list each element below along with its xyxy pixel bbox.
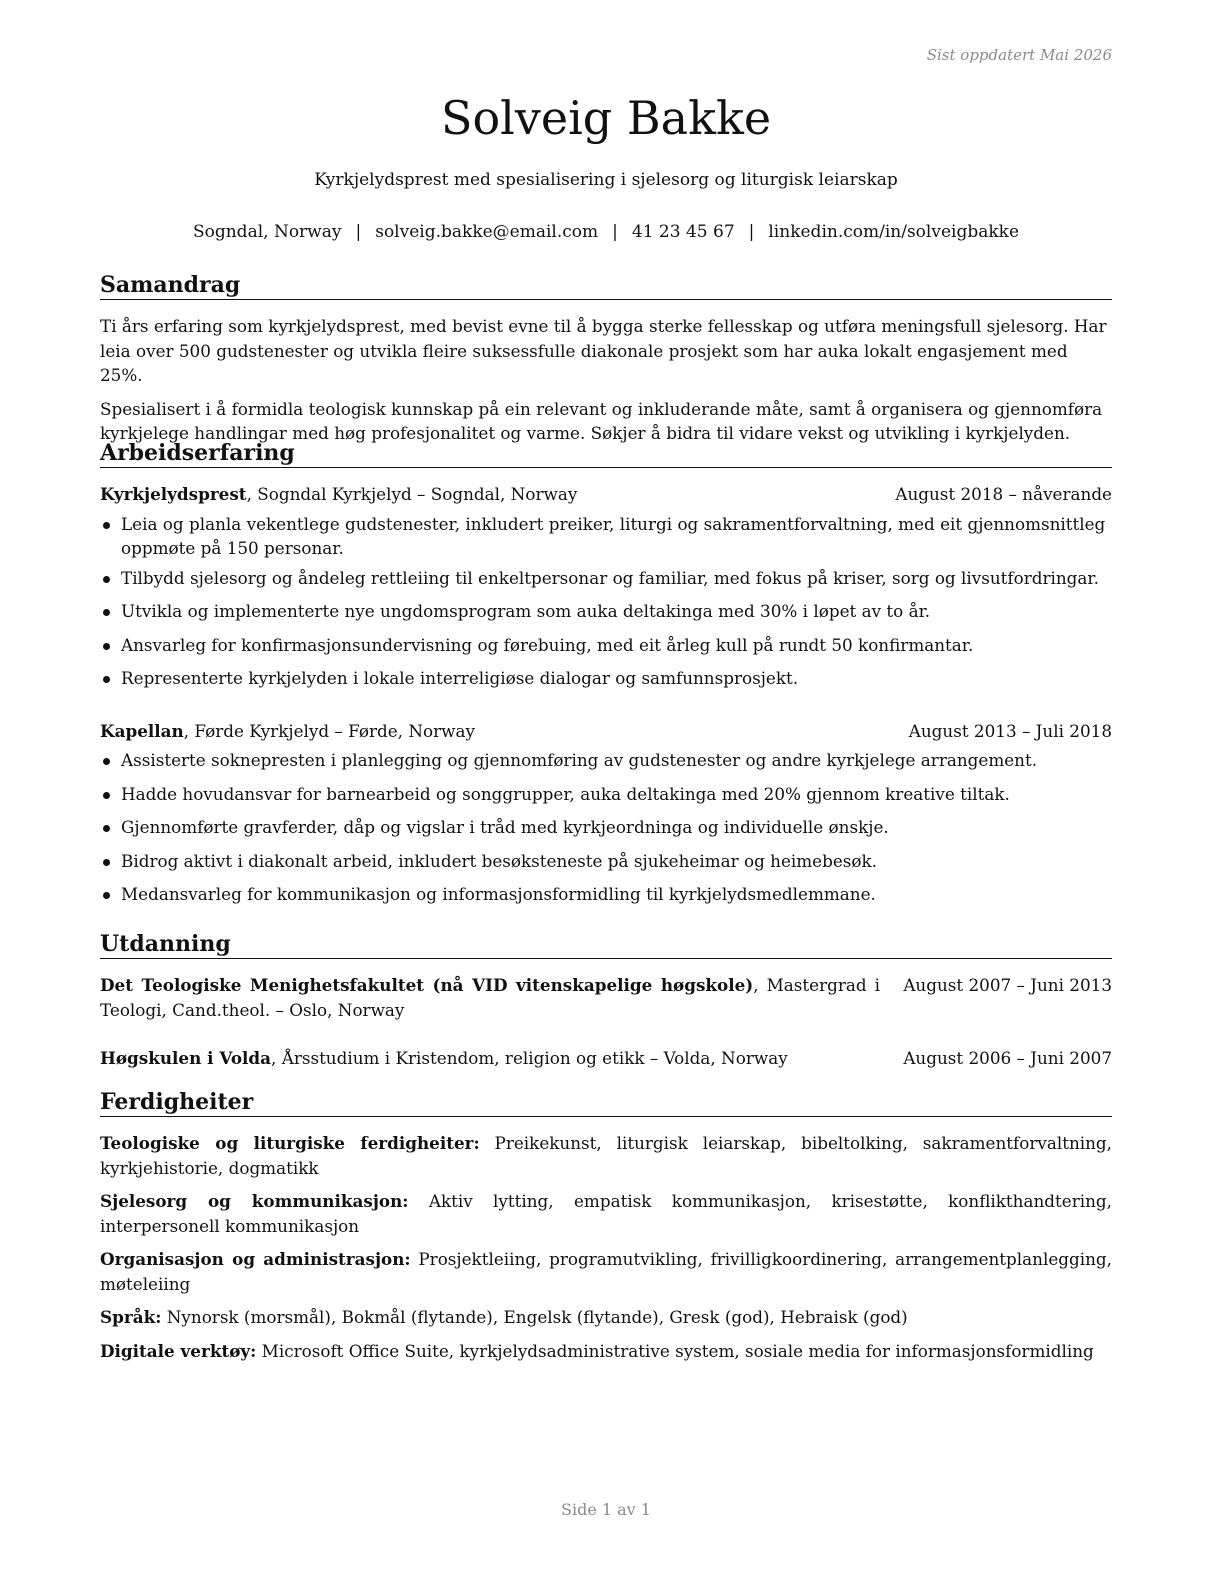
summary-section — [100, 271, 1112, 446]
skill-text: Aktiv lytting, empatisk kommunikasjon, krisestøtte, konflikthandtering, interpersonell kommunikasjon — [100, 1191, 1112, 1236]
bullet-item — [100, 633, 1112, 658]
bullet-text: Hadde hovudansvar for barnearbeid og songgrupper, auka deltakinga med 20% gjennom kreative tiltak. — [121, 783, 1010, 804]
education-entry — [100, 973, 1112, 1022]
skill-item — [100, 1131, 1112, 1180]
section-title-education: Utdanning — [100, 930, 1112, 959]
skill-item — [100, 1305, 1112, 1330]
skill-text: Nynorsk (morsmål), Bokmål (flytande), Engelsk (flytande), Gresk (god), Hebraisk (god) — [161, 1307, 908, 1327]
tagline: Kyrkjelydsprest med spesialisering i sjelesorg og liturgisk leiarskap — [314, 170, 898, 190]
job-role: Kapellan — [100, 720, 184, 741]
skill-item — [100, 1189, 1112, 1238]
contact-phone: 41 23 45 67 — [631, 222, 735, 242]
job-org: , Sogndal Kyrkjelyd – Sogndal, Norway — [246, 484, 578, 504]
job-header — [100, 482, 1112, 507]
job-dates: August 2013 – Juli 2018 — [908, 720, 1112, 741]
education-dates: August 2006 – Juni 2007 — [903, 1048, 1112, 1068]
skill-label: Språk: — [100, 1307, 162, 1327]
job-org: , Førde Kyrkjelyd – Førde, Norway — [183, 720, 475, 741]
experience-section — [100, 439, 1112, 907]
section-title-experience: Arbeidserfaring — [100, 439, 1112, 468]
bullet-item — [100, 512, 1112, 561]
job-bullets — [100, 748, 1112, 907]
job-entry — [100, 719, 1112, 907]
skill-text: Preikekunst, liturgisk leiarskap, bibeltolking, sakramentforvaltning, kyrkjehistorie, dogmatikk — [100, 1133, 1113, 1178]
skill-item — [100, 1339, 1112, 1364]
bullet-text: Tilbydd sjelesorg og åndeleg rettleiing til enkeltpersonar og familiar, med fokus på kriser, sorg og livsutfordringar. — [121, 567, 1099, 588]
bullet-dot-icon — [103, 825, 110, 832]
page-footer: Side 1 av 1 — [561, 1500, 651, 1519]
section-title-summary: Samandrag — [100, 271, 1112, 300]
skill-item — [100, 1247, 1112, 1296]
last-updated: Sist oppdatert Mai 2026 — [926, 46, 1112, 64]
skill-label: Digitale verktøy: — [100, 1340, 257, 1361]
skill-label: Teologiske og liturgiske ferdigheiter: — [100, 1133, 480, 1153]
bullet-text: Bidrog aktivt i diakonalt arbeid, inkludert besøksteneste på sjukeheimar og heimebesøk. — [121, 850, 878, 871]
job-role: Kyrkjelydsprest — [100, 484, 247, 504]
bullet-dot-icon — [103, 522, 110, 529]
bullet-text: Leia og planla vekentlege gudstenester, inkludert preiker, liturgi og sakramentforvaltning, med eit gjennomsnittleg oppmøte på 150 personar. — [121, 513, 1106, 558]
education-description — [100, 973, 880, 1022]
contact-separator: | — [355, 222, 362, 242]
skill-label: Organisasjon og administrasjon: — [100, 1249, 411, 1269]
bullet-text: Utvikla og implementerte nye ungdomsprogram som auka deltakinga med 30% i løpet av to år. — [121, 601, 931, 621]
bullet-item — [100, 849, 1112, 874]
job-entry — [100, 482, 1112, 691]
bullet-dot-icon — [103, 859, 110, 866]
skill-text: Microsoft Office Suite, kyrkjelydsadministrative system, sosiale media for informasjonsformidling — [256, 1340, 1094, 1361]
contact-location: Sogndal, Norway — [192, 222, 342, 242]
bullet-dot-icon — [103, 792, 110, 799]
bullet-item — [100, 882, 1112, 907]
bullet-text: Gjennomførte gravferder, dåp og vigslar i tråd med kyrkjeordninga og individuelle ønskje. — [121, 817, 889, 837]
bullet-dot-icon — [103, 892, 110, 899]
summary-paragraph: Spesialisert i å formidla teologisk kunnskap på ein relevant og inkluderande måte, samt å organisera og gjennomføra kyrkjelege handlingar med høg profesjonalitet og varme. Søkjer å bidra til vidare vekst og utvikling i kyrkjelyden. — [100, 398, 1103, 443]
skill-text: Prosjektleiing, programutvikling, frivilligkoordinering, arrangementplanlegging, møteleiing — [100, 1249, 1113, 1294]
contact-separator: | — [748, 222, 755, 242]
education-detail: , Årsstudium i Kristendom, religion og etikk – Volda, Norway — [271, 1048, 788, 1068]
bullet-text: Medansvarleg for kommunikasjon og informasjonsformidling til kyrkjelydsmedlemmane. — [121, 884, 876, 904]
contact-line — [100, 220, 1112, 244]
resume-page — [100, 0, 1112, 1584]
contact-linkedin[interactable]: linkedin.com/in/solveigbakke — [768, 222, 1020, 242]
contact-separator: | — [612, 222, 618, 242]
education-detail: , Mastergrad i Teologi, Cand.theol. – Oslo, Norway — [100, 975, 880, 1020]
section-title-skills: Ferdigheiter — [100, 1088, 1112, 1117]
bullet-dot-icon — [103, 643, 110, 650]
bullet-dot-icon — [103, 676, 110, 683]
bullet-dot-icon — [103, 609, 110, 616]
bullet-text: Ansvarleg for konfirmasjonsundervisning og førebuing, med eit årleg kull på rundt 50 konfirmantar. — [121, 634, 974, 655]
contact-email[interactable]: solveig.bakke@email.com — [375, 222, 599, 242]
education-school: Høgskulen i Volda — [100, 1048, 272, 1068]
bullet-dot-icon — [103, 758, 110, 765]
education-description — [100, 1046, 880, 1071]
bullet-text: Assisterte soknepresten i planlegging og gjennomføring av gudstenester og andre kyrkjelege arrangement. — [121, 750, 1038, 770]
job-dates: August 2018 – nåverande — [895, 484, 1112, 504]
candidate-name: Solveig Bakke — [440, 91, 772, 145]
education-section — [100, 930, 1112, 1071]
bullet-dot-icon — [103, 576, 110, 583]
education-entry — [100, 1046, 1112, 1071]
education-dates: August 2007 – Juni 2013 — [903, 975, 1112, 995]
skill-label: Sjelesorg og kommunikasjon: — [100, 1191, 409, 1211]
bullet-item — [100, 748, 1112, 773]
education-school: Det Teologiske Menighetsfakultet (nå VID vitenskapelige høgskole) — [100, 975, 754, 995]
bullet-text: Representerte kyrkjelyden i lokale interreligiøse dialogar og samfunnsprosjekt. — [121, 668, 799, 688]
bullet-item — [100, 815, 1112, 840]
summary-paragraph: Ti års erfaring som kyrkjelydsprest, med bevist evne til å bygga sterke fellesskap og utføra meningsfull sjelesorg. Har leia over 500 gudstenester og utvikla fleire suksessfulle diakonale prosjekt som har auka lokalt engasjement med 25%. — [100, 316, 1107, 385]
bullet-item — [100, 666, 1112, 691]
bullet-item — [100, 782, 1112, 807]
job-header — [100, 719, 1112, 744]
bullet-item — [100, 599, 1112, 624]
job-bullets — [100, 512, 1112, 691]
bullet-item — [100, 566, 1112, 591]
skills-section — [100, 1088, 1112, 1363]
